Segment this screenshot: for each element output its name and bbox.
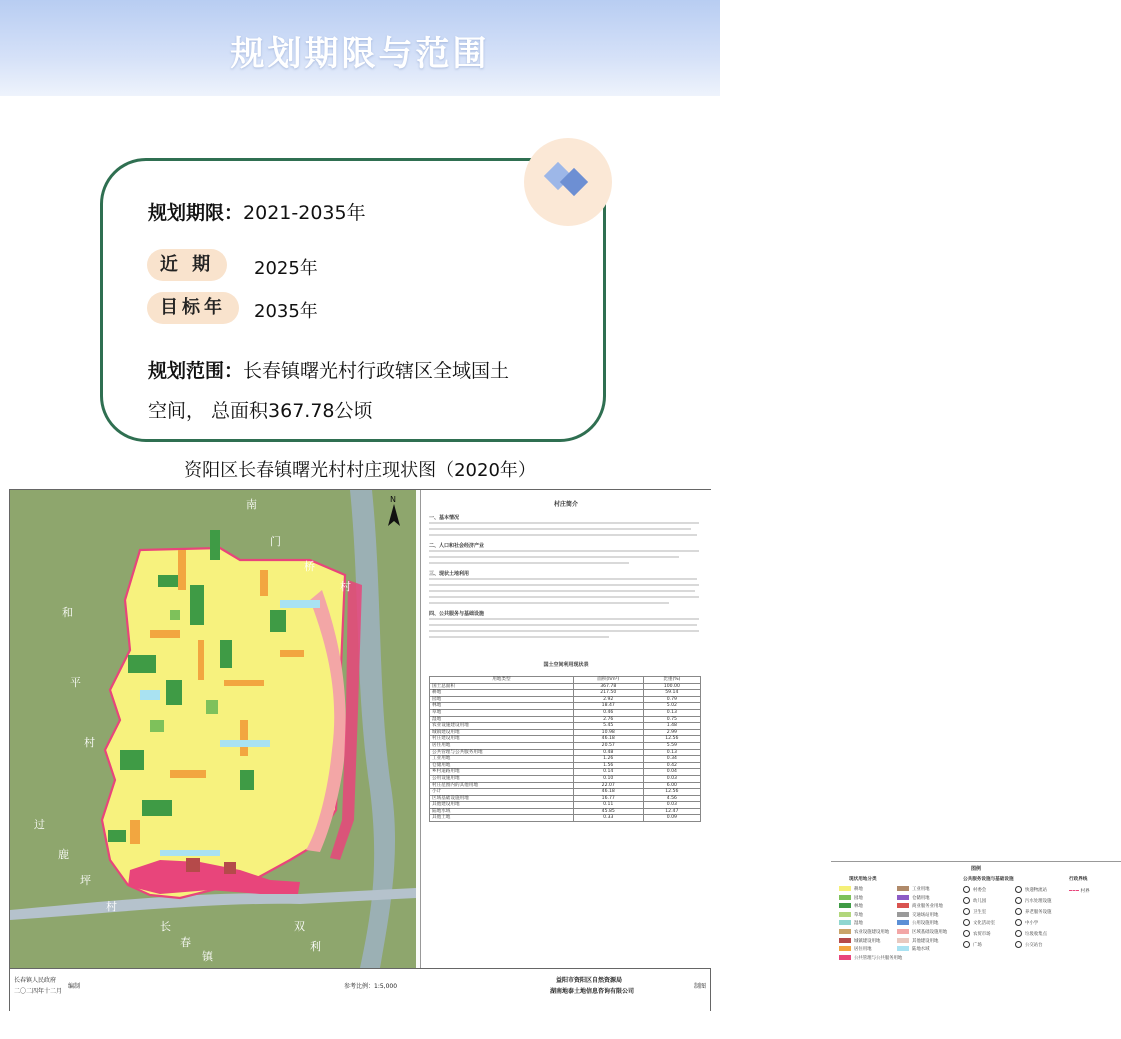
legend-facility-item (1015, 941, 1043, 948)
legend-label: 工业用地 (912, 887, 930, 892)
legend-item (897, 912, 938, 918)
facility-symbol-icon (1015, 908, 1022, 915)
table-cell: 其他建设用地 (430, 802, 574, 809)
table-row (430, 742, 701, 749)
table-cell: 0.33 (573, 815, 643, 822)
legend-swatch (897, 938, 909, 943)
page-header (0, 0, 720, 96)
map-footer (10, 968, 710, 1011)
table-cell: 0.03 (643, 775, 700, 782)
legend-swatch (897, 912, 909, 917)
legend-swatch (839, 946, 851, 951)
legend-item (897, 920, 938, 926)
table-cell: 0.42 (643, 762, 700, 769)
table-cell: 100.00 (643, 683, 700, 690)
legend-item (897, 895, 930, 901)
table-cell: 0.14 (573, 769, 643, 776)
legend-facility-item (963, 886, 986, 893)
table-row (430, 756, 701, 763)
legend-facility-item (1015, 930, 1047, 937)
legend-facility-label: 垃圾收集点 (1025, 932, 1047, 937)
table-cell: 5.02 (643, 703, 700, 710)
place-label: 利 (310, 940, 321, 953)
table-cell: 45.85 (573, 808, 643, 815)
place-label: 春 (180, 936, 191, 949)
map-drawing (10, 490, 416, 968)
table-cell: 10.98 (573, 729, 643, 736)
place-label: 村 (340, 580, 351, 593)
facility-symbol-icon (1015, 897, 1022, 904)
section-heading: 三、现状土地利用 (429, 571, 470, 577)
table-cell: 居住用地 (430, 742, 574, 749)
place-label: 村 (84, 736, 95, 749)
legend-label: 商业服务业用地 (912, 904, 943, 910)
legend-swatch (897, 886, 909, 891)
place-label: 双 (294, 920, 305, 933)
table-row (430, 723, 701, 730)
table-cell: 5.59 (643, 742, 700, 749)
legend-item (839, 955, 902, 961)
scope-text-1: 长春镇曙光村行政辖区全域国土 (243, 360, 510, 382)
table-cell: 陆地水域 (430, 808, 574, 815)
table-header-cell: 用地类型 (430, 677, 574, 684)
legend-facility-item (1015, 919, 1038, 926)
footer-date: 二〇二四年十二月 (14, 988, 63, 995)
table-row (430, 683, 701, 690)
table-row (430, 795, 701, 802)
legend-facility-label: 养老服务设施 (1025, 910, 1052, 915)
place-label: 门 (270, 535, 281, 548)
table-cell: 园地 (430, 696, 574, 703)
table-cell: 2.76 (573, 716, 643, 723)
land-table-title: 国土空间利用现状表 (543, 662, 589, 668)
near-term-value: 2025年 (254, 258, 318, 279)
legend-label: 林地 (854, 904, 863, 910)
legend-label: 湿地 (854, 921, 863, 927)
footer-scale: 参考比例：1:5,000 (344, 983, 398, 990)
legend-label: 陆地水域 (912, 947, 930, 953)
section-heading: 二、人口和社会经济产业 (429, 543, 485, 549)
legend-label: 公用设施用地 (912, 921, 939, 927)
legend-land-title: 现状用地分类 (849, 877, 877, 882)
table-cell: 6.00 (643, 782, 700, 789)
table-row (430, 782, 701, 789)
place-label: 平 (70, 676, 81, 689)
legend-item (839, 929, 889, 935)
legend-item (897, 946, 930, 952)
period-row (148, 198, 366, 225)
section-heading: 一、基本情况 (429, 515, 460, 521)
legend-facility-item (1015, 908, 1051, 915)
place-label: 桥 (304, 560, 315, 573)
table-cell: 湿地 (430, 716, 574, 723)
scope-label: 规划范围： (148, 360, 244, 382)
table-cell: 1.56 (573, 762, 643, 769)
table-header-row (430, 677, 701, 684)
legend-label: 公共管理与公共服务用地 (854, 955, 903, 961)
legend-swatch (839, 955, 851, 960)
svg-text:N: N (390, 495, 396, 504)
legend-item (839, 920, 863, 926)
table-cell: 20.57 (573, 742, 643, 749)
legend-swatch (839, 886, 851, 891)
table-cell: 0.75 (643, 716, 700, 723)
table-row (430, 802, 701, 809)
table-row (430, 690, 701, 697)
table-cell: 村庄范围内的其他用地 (430, 782, 574, 789)
legend-item (839, 886, 863, 892)
period-value: 2021-2035年 (243, 202, 366, 224)
section-heading: 四、公共服务与基础设施 (429, 611, 485, 617)
facility-symbol-icon (1015, 930, 1022, 937)
scope-text-2: 空间， 总面积367.78公顷 (148, 400, 373, 422)
table-cell: 5.45 (573, 723, 643, 730)
legend-label: 其他建设用地 (912, 938, 939, 944)
place-label: 和 (62, 606, 73, 619)
map-title: 资阳区长春镇曙光村村庄现状图（2020年） (184, 460, 536, 481)
table-cell: 村庄建设用地 (430, 736, 574, 743)
table-cell: 区域基础设施用地 (430, 795, 574, 802)
panel-title: 村庄简介 (553, 501, 578, 508)
table-row (430, 769, 701, 776)
legend-facility-item (1015, 886, 1047, 893)
legend-facility-label: 污水处理设施 (1025, 899, 1052, 904)
table-cell: 16.77 (573, 795, 643, 802)
legend-label: 耕地 (854, 887, 863, 892)
table-cell: 46.18 (573, 736, 643, 743)
table-cell: 0.13 (643, 709, 700, 716)
table-header-cell: 面积(hm²) (573, 677, 643, 684)
facility-symbol-icon (963, 930, 970, 937)
table-cell: 工业用地 (430, 756, 574, 763)
legend-facility-label: 农贸市场 (973, 932, 991, 937)
table-row (430, 775, 701, 782)
facility-symbol-icon (1015, 919, 1022, 926)
legend-swatch (897, 946, 909, 951)
table-cell: 217.50 (573, 690, 643, 697)
legend-item (839, 912, 863, 918)
target-year-value: 2035年 (254, 301, 318, 322)
table-row (430, 696, 701, 703)
legend-facility-label: 公交站台 (1025, 943, 1043, 948)
legend-facility-label: 快递物流站 (1025, 888, 1047, 893)
legend-swatch (839, 920, 851, 925)
table-row (430, 815, 701, 822)
place-label: 长 (160, 920, 171, 933)
legend-swatch (839, 912, 851, 917)
decor-badge (524, 138, 612, 226)
table-cell: 耕地 (430, 690, 574, 697)
legend-item (839, 946, 872, 952)
legend-item (897, 886, 930, 892)
facility-symbol-icon (963, 886, 970, 893)
footer-compile: 编制 (68, 983, 81, 990)
period-label: 规划期限： (148, 202, 244, 224)
legend-label: 居住用地 (854, 947, 872, 953)
table-cell: 农业设施建设用地 (430, 723, 574, 730)
scope-line-1 (148, 356, 509, 383)
table-cell: 0.04 (643, 769, 700, 776)
footer-bureau: 益阳市资阳区自然资源局 (556, 977, 623, 984)
table-cell: 0.09 (643, 815, 700, 822)
legend-facility-item (1015, 897, 1051, 904)
table-cell: 4.56 (643, 795, 700, 802)
table-cell: 仓储用地 (430, 762, 574, 769)
table-row (430, 789, 701, 796)
table-cell: 12.56 (643, 789, 700, 796)
legend-item (897, 903, 943, 909)
legend-label: 城镇建设用地 (854, 938, 881, 944)
legend-facility-label: 卫生室 (973, 910, 987, 915)
table-cell: 草地 (430, 709, 574, 716)
legend-item (897, 929, 947, 935)
facility-symbol-icon (963, 908, 970, 915)
table-cell: 小计 (430, 789, 574, 796)
legend-boundary-title: 行政界线 (1069, 877, 1088, 882)
table-cell: 1.48 (643, 723, 700, 730)
legend-facility-list (963, 886, 1063, 966)
table-cell: 0.46 (573, 709, 643, 716)
legend-facility-item (963, 919, 995, 926)
facility-symbol-icon (963, 897, 970, 904)
legend-facility-label: 中小学 (1025, 921, 1039, 926)
facility-symbol-icon (963, 919, 970, 926)
legend-facility-title: 公共服务设施与基础设施 (963, 877, 1014, 882)
village-status-map (9, 489, 1090, 1011)
table-row (430, 703, 701, 710)
legend-item (839, 903, 863, 909)
table-row (430, 709, 701, 716)
near-term-pill: 近 期 (147, 249, 227, 281)
legend-swatch (839, 903, 851, 908)
table-cell: 公共管理与公共服务用地 (430, 749, 574, 756)
village-info-panel (420, 490, 1090, 968)
legend-label: 农业设施建设用地 (854, 930, 890, 935)
legend-swatch (897, 929, 909, 934)
table-row (430, 749, 701, 756)
table-cell: 0.34 (643, 756, 700, 763)
table-cell: 城镇建设用地 (430, 729, 574, 736)
legend-facility-item (963, 930, 991, 937)
table-cell: 0.13 (643, 749, 700, 756)
facility-symbol-icon (1015, 941, 1022, 948)
legend-swatch (839, 895, 851, 900)
legend-facility-label: 文化活动室 (973, 921, 995, 926)
table-row (430, 808, 701, 815)
facility-symbol-icon (963, 941, 970, 948)
legend-title: 图例 (970, 866, 981, 872)
diamond-icon (524, 138, 612, 226)
table-cell: 0.10 (573, 775, 643, 782)
legend-facility-label: 村委会 (973, 888, 987, 893)
legend-facility-label: 幼儿园 (973, 899, 987, 904)
legend-facility-item (963, 941, 982, 948)
table-cell: 0.11 (573, 802, 643, 809)
legend-swatch (897, 903, 909, 908)
legend-label: 仓储用地 (912, 895, 930, 901)
legend-facility-label: 广场 (973, 943, 982, 948)
table-cell: 0.48 (573, 749, 643, 756)
table-cell: 2.92 (573, 696, 643, 703)
legend-item (839, 895, 863, 901)
place-label: 南 (246, 498, 257, 511)
legend-item (839, 938, 880, 944)
table-cell: 其他土地 (430, 815, 574, 822)
footer-org: 长春镇人民政府 (14, 977, 57, 984)
legend-swatch (839, 929, 851, 934)
table-cell: 公用设施用地 (430, 775, 574, 782)
table-cell: 国土总面积 (430, 683, 574, 690)
legend-swatch (897, 920, 909, 925)
table-cell: 59.14 (643, 690, 700, 697)
target-year-pill: 目标年 (147, 292, 239, 324)
legend-label: 园地 (854, 895, 863, 901)
table-cell: 18.47 (573, 703, 643, 710)
legend-facility-item (963, 897, 986, 904)
place-label: 镇 (202, 950, 213, 963)
table-cell: 林地 (430, 703, 574, 710)
legend-label: 区域基础设施用地 (912, 930, 948, 935)
legend-facility-item (963, 908, 986, 915)
land-use-table (429, 676, 701, 822)
facility-symbol-icon (1015, 886, 1022, 893)
table-row (430, 729, 701, 736)
table-cell: 2.99 (643, 729, 700, 736)
table-header-cell: 比重(%) (643, 677, 700, 684)
legend-swatch (839, 938, 851, 943)
table-cell: 12.56 (643, 736, 700, 743)
footer-company: 湖南地泰土地信息咨询有限公司 (550, 988, 635, 995)
legend-item (897, 938, 938, 944)
legend-swatch (897, 895, 909, 900)
table-row (430, 716, 701, 723)
table-cell: 367.78 (573, 683, 643, 690)
legend-panel (831, 861, 1121, 969)
place-label: 坪 (80, 874, 91, 887)
table-row (430, 762, 701, 769)
legend-boundary-item: 村界 (1069, 888, 1090, 894)
place-label: 村 (106, 900, 117, 913)
table-cell: 46.18 (573, 789, 643, 796)
place-label: 鹿 (58, 848, 69, 861)
table-cell: 0.03 (643, 802, 700, 809)
legend-label: 交通场站用地 (912, 912, 939, 918)
table-row (430, 736, 701, 743)
table-cell: 1.26 (573, 756, 643, 763)
legend-land-list (839, 886, 959, 966)
place-label: 过 (34, 818, 45, 831)
table-cell: 12.47 (643, 808, 700, 815)
legend-label: 草地 (854, 912, 863, 918)
footer-make: 制图 (694, 983, 707, 990)
table-cell: 0.79 (643, 696, 700, 703)
table-cell: 乡村道路用地 (430, 769, 574, 776)
map-area (10, 490, 416, 968)
page-title: 规划期限与范围 (230, 34, 490, 74)
table-cell: 22.07 (573, 782, 643, 789)
